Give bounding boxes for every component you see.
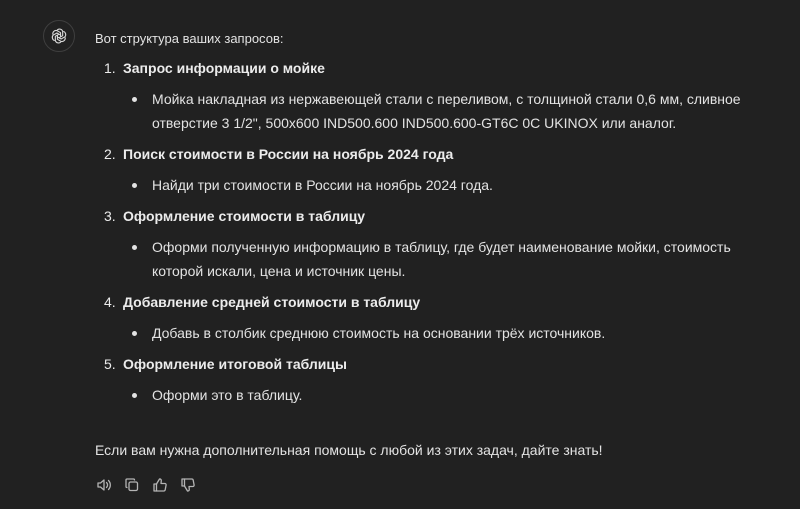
step-sublist [123,235,785,283]
step-sub-item: Мойка накладная из нержавеющей стали с переливом, с толщиной стали 0,6 мм, сливное отверстие 3 1/2", 500x600 IND500.600 IND500.600-GT6C 0C UKINOX или аналог. [123,87,785,135]
step-item [95,144,785,197]
message-intro: Вот структура ваших запросов: [95,31,284,46]
step-sub-item: Добавь в столбик среднюю стоимость на основании трёх источников. [123,321,785,345]
step-sublist [123,383,785,407]
copy-button[interactable] [123,476,141,494]
step-number: 3. [104,208,116,224]
good-response-button[interactable] [151,476,169,494]
read-aloud-button[interactable] [95,476,113,494]
thumbs-up-icon [152,477,168,493]
step-sub-item: Найди три стоимости в России на ноябрь 2024 года. [123,173,785,197]
step-item [95,58,785,135]
thumbs-down-icon [180,477,196,493]
step-sublist [123,321,785,345]
step-number: 1. [104,60,116,76]
assistant-avatar [43,20,75,52]
step-number: 5. [104,356,116,372]
step-title: Оформление стоимости в таблицу [123,208,366,224]
step-title: Запрос информации о мойке [123,60,325,76]
steps-list [95,58,785,407]
copy-icon [124,477,140,493]
step-title: Поиск стоимости в России на ноябрь 2024 года [123,146,454,162]
step-title: Добавление средней стоимости в таблицу [123,294,421,310]
step-sub-item: Оформи полученную информацию в таблицу, где будет наименование мойки, стоимость которой искали, цена и источник цены. [123,235,785,283]
step-item [95,292,785,345]
assistant-message [95,28,785,416]
openai-logo-icon [49,26,69,46]
step-item [95,206,785,283]
step-title: Оформление итоговой таблицы [123,356,347,372]
step-sub-item: Оформи это в таблицу. [123,383,785,407]
speaker-icon [96,477,112,493]
bad-response-button[interactable] [179,476,197,494]
step-sublist [123,173,785,197]
step-number: 4. [104,294,116,310]
step-sublist [123,87,785,135]
step-item [95,354,785,407]
message-outro: Если вам нужна дополнительная помощь с любой из этих задач, дайте знать! [95,442,603,458]
message-actions [95,476,197,494]
step-number: 2. [104,146,116,162]
